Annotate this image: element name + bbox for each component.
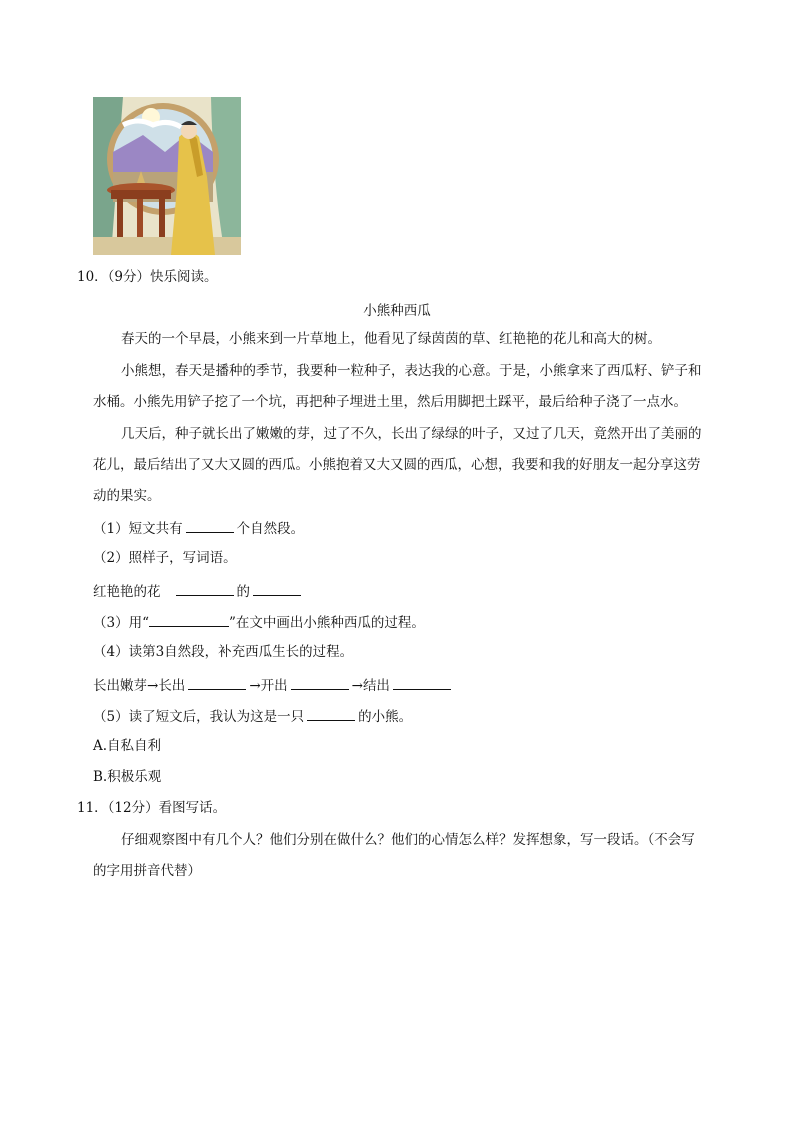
sub-question-4-label: （4）读第3自然段，补充西瓜生长的过程。: [93, 644, 354, 660]
stage-sprout: 长出嫩芽: [93, 678, 147, 694]
stage-bloom: 开出: [260, 678, 288, 694]
growth-process: [93, 675, 454, 695]
question-11-body-line-1: 仔细观察图中有几个人？他们分别在做什么？他们的心情怎么样？发挥想象，写一段话。（不会写: [121, 832, 695, 848]
arrow-icon: →: [147, 678, 159, 694]
sub-question-2-example: [93, 581, 304, 601]
arrow-icon: →: [249, 678, 261, 694]
stage-grow: 长出: [158, 678, 186, 694]
sub3-prefix: （3）用“: [93, 615, 149, 631]
paragraph-2-line-1: 小熊想，春天是播种的季节，我要种一粒种子，表达我的心意。于是，小熊拿来了西瓜籽、铲子和: [121, 363, 702, 379]
illustration: [93, 97, 241, 255]
sub-question-2-label: （2）照样子，写词语。: [93, 550, 237, 566]
de-char: 的: [236, 584, 250, 600]
question-11-header: 11．（12分）看图写话。: [77, 800, 227, 816]
answer-blank-4b[interactable]: [291, 675, 349, 690]
stage-fruit: 结出: [362, 678, 390, 694]
paragraph-2-line-2: 水桶。小熊先用铲子挖了一个坑，再把种子埋进土里，然后用脚把土踩平，最后给种子浇了一点水。: [93, 394, 687, 410]
option-b[interactable]: B.积极乐观: [93, 769, 162, 785]
sub1-suffix: 个自然段。: [236, 521, 305, 537]
sub-question-1: [93, 518, 304, 538]
answer-blank-4a[interactable]: [188, 675, 246, 690]
example-phrase: 红艳艳的花: [93, 584, 161, 600]
option-a[interactable]: A.自私自利: [93, 738, 162, 754]
sub3-suffix: ”在文中画出小熊种西瓜的过程。: [229, 615, 425, 631]
sub5-suffix: 的小熊。: [358, 709, 413, 725]
answer-blank-4c[interactable]: [393, 675, 451, 690]
passage-title: 小熊种西瓜: [363, 303, 431, 319]
sub1-prefix: （1）短文共有: [93, 521, 183, 537]
paragraph-1: 春天的一个早晨，小熊来到一片草地上，他看见了绿茵茵的草、红艳艳的花儿和高大的树。: [121, 331, 661, 347]
paragraph-3-line-3: 动的果实。: [93, 488, 161, 504]
arrow-icon: →: [351, 678, 363, 694]
sub5-prefix: （5）读了短文后，我认为这是一只: [93, 709, 305, 725]
sub-question-5: [93, 706, 412, 726]
answer-blank-2b[interactable]: [253, 581, 301, 596]
question-10-header: 10．（9分）快乐阅读。: [77, 269, 218, 285]
sub-question-3: [93, 612, 425, 632]
paragraph-3-line-1: 几天后，种子就长出了嫩嫩的芽，过了不久，长出了绿绿的叶子，又过了几天，竟然开出了美丽的: [121, 426, 702, 442]
answer-blank-2a[interactable]: [176, 581, 234, 596]
underline-mark-sample: [149, 612, 229, 627]
answer-blank-5[interactable]: [307, 706, 355, 721]
question-11-body-line-2: 的字用拼音代替）: [93, 863, 201, 879]
paragraph-3-line-2: 花儿，最后结出了又大又圆的西瓜。小熊抱着又大又圆的西瓜，心想，我要和我的好朋友一起分享这劳: [93, 457, 701, 473]
answer-blank-1[interactable]: [186, 518, 234, 533]
